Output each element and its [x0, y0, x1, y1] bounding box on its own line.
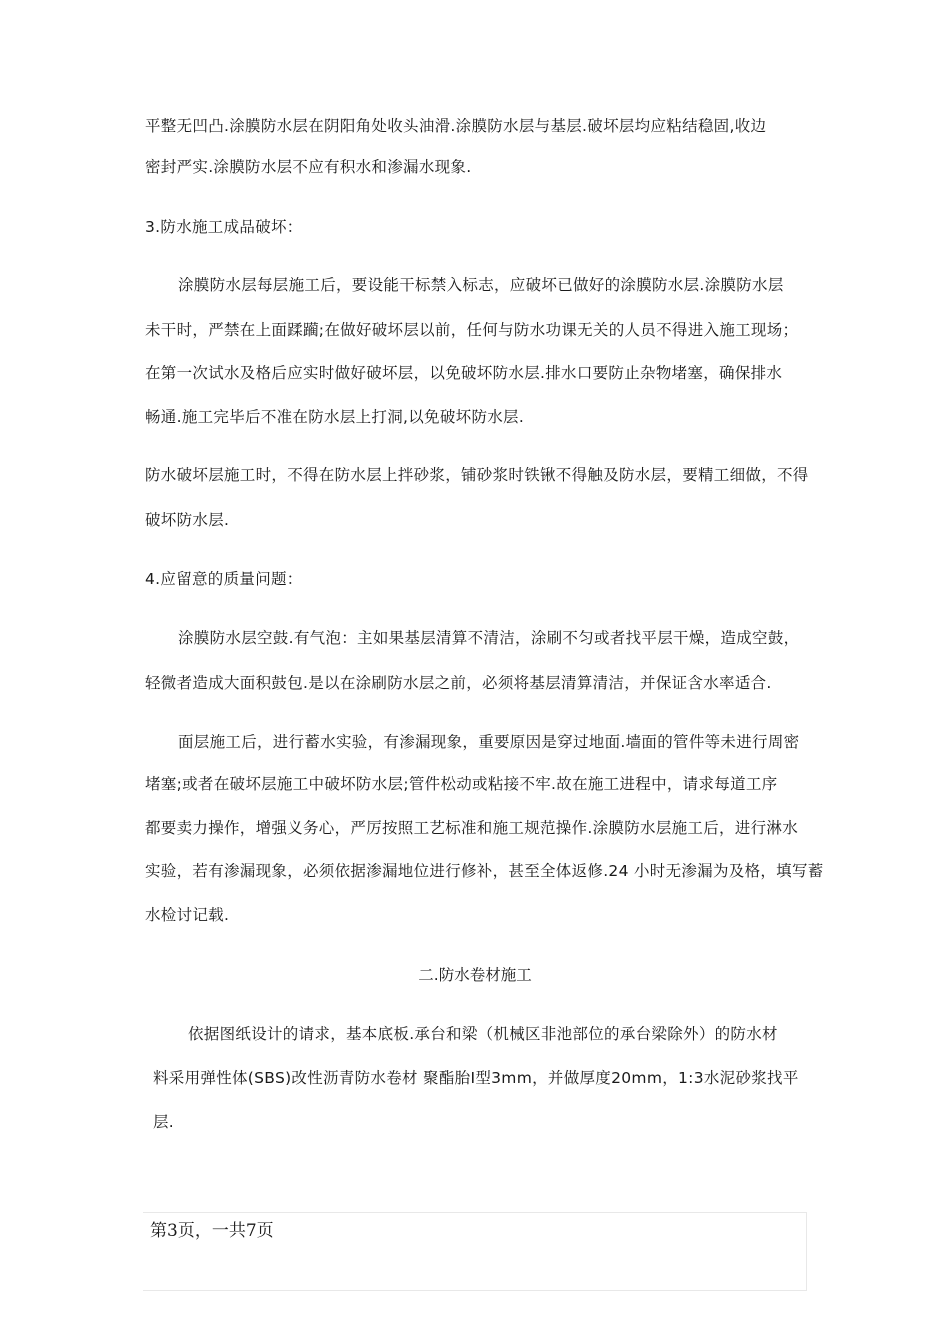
section-two-para-line-1: 依据图纸设计的请求，基本底板.承台和梁（机械区非池部位的承台梁除外）的防水材: [188, 1025, 778, 1043]
section-3-para1-line-1: 涂膜防水层每层施工后，要设能干标禁入标志，应破坏已做好的涂膜防水层.涂膜防水层: [178, 276, 784, 294]
section-4-para1-line-2: 轻微者造成大面积鼓包.是以在涂刷防水层之前，必须将基层清算清洁，并保证含水率适合.: [145, 674, 772, 692]
section-4-heading: 4.应留意的质量问题：: [145, 570, 303, 588]
section-3-para1-line-2: 未干时，严禁在上面蹂躏;在做好破坏层以前，任何与防水功课无关的人员不得进入施工现场；: [145, 321, 799, 339]
section-4-para2-line-3: 都要卖力操作，增强义务心，严厉按照工艺标准和施工规范操作.涂膜防水层施工后，进行淋水: [145, 819, 799, 837]
section-3-para2-line-2: 破坏防水层.: [145, 511, 230, 529]
page-number: 第3页，一共7页: [150, 1221, 274, 1241]
section-3-para2-line-1: 防水破坏层施工时，不得在防水层上拌砂浆，铺砂浆时铁锹不得触及防水层，要精工细做，不得: [145, 466, 809, 484]
section-two-heading: 二.防水卷材施工: [418, 966, 532, 984]
intro-line-2: 密封严实.涂膜防水层不应有积水和渗漏水现象.: [145, 158, 472, 176]
section-two-para-line-2: 料采用弹性体(SBS)改性沥青防水卷材 聚酯胎Ⅰ型3mm，并做厚度20mm，1:3水泥砂浆找平: [153, 1069, 799, 1087]
section-3-heading: 3.防水施工成品破坏：: [145, 218, 303, 236]
intro-line-1: 平整无凹凸.涂膜防水层在阴阳角处收头油滑.涂膜防水层与基层.破坏层均应粘结稳固,收边: [145, 117, 767, 135]
section-4-para2-line-4: 实验，若有渗漏现象，必须依据渗漏地位进行修补，甚至全体返修.24 小时无渗漏为及格，填写蓄: [145, 862, 824, 880]
section-3-para1-line-4: 畅通.施工完毕后不准在防水层上打洞,以免破坏防水层.: [145, 408, 525, 426]
section-4-para1-line-1: 涂膜防水层空鼓.有气泡：主如果基层清算不清洁，涂刷不匀或者找平层干燥，造成空鼓，: [178, 629, 800, 647]
section-4-para2-line-1: 面层施工后，进行蓄水实验，有渗漏现象，重要原因是穿过地面.墙面的管件等未进行周密: [178, 733, 800, 751]
section-4-para2-line-2: 堵塞;或者在破坏层施工中破坏防水层;管件松动或粘接不牢.故在施工进程中，请求每道工序: [145, 775, 778, 793]
section-two-para-line-3: 层.: [153, 1113, 175, 1131]
section-3-para1-line-3: 在第一次试水及格后应实时做好破坏层，以免破坏防水层.排水口要防止杂物堵塞，确保排水: [145, 364, 783, 382]
section-4-para2-line-5: 水检讨记载.: [145, 906, 230, 924]
